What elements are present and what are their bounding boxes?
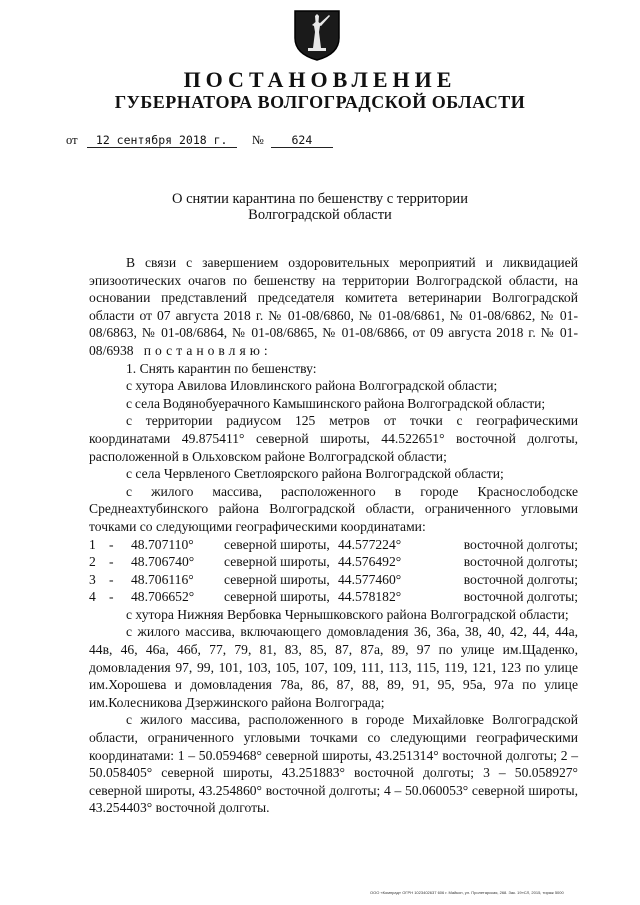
- point-number: 2: [89, 554, 96, 570]
- longitude-label: восточной долготы;: [463, 589, 578, 605]
- title-line-1: О снятии карантина по бешенству с территории: [172, 191, 468, 207]
- longitude-value: 44.577224°: [338, 536, 402, 552]
- intro-text: В связи с завершением оздоровительных мероприятий и ликвидацией эпизоотических очагов по бешенству на территории Волгоградской области, на основании представлений председателя комитета ветеринарии Волгоградской области от 07 августа 2018 г. № 01-08/6860, № 01-08/6861, № 01-08/6862, № 01-08/6863, № 01-08/6864, № 01-08/6865, № 01-08/6866, от 09 августа 2018 г. № 01-08/6938: [89, 255, 578, 358]
- number-prefix: №: [251, 133, 264, 147]
- longitude-label: восточной долготы;: [463, 554, 578, 570]
- location-paragraph: с жилого массива, включающего домовладения 36, 36а, 38, 40, 42, 44, 44а, 44в, 46, 46а, 46б, 77, 79, 81, 83, 85, 87, 87а, 89, 97 по улице им.Щаденко, домовладения 97, 99, 101, 103, 105, 107, 109, 111, 113, 115, 119, 121, 123 по улице им.Хорошева и домовладения 78а, 86, 87, 88, 89, 91, 95, 95а, 97а по улице им.Колесникова Дзержинского района Волгограда;: [89, 624, 578, 710]
- longitude-value: 44.578182°: [338, 589, 402, 605]
- title-line-2: Волгоградской области: [248, 207, 392, 223]
- point-dash: -: [109, 554, 114, 570]
- coordinate-row: [89, 553, 578, 571]
- longitude-label: восточной долготы;: [463, 536, 578, 552]
- latitude-value: 48.706652°: [131, 589, 195, 605]
- document-title: [150, 191, 490, 223]
- point-dash: -: [109, 589, 114, 605]
- latitude-label: северной широты,: [224, 554, 330, 570]
- latitude-value: 48.706116°: [131, 571, 194, 587]
- date-prefix: от: [66, 133, 78, 147]
- latitude-value: 48.707110°: [131, 536, 194, 552]
- intro-paragraph: [89, 254, 578, 360]
- coordinates-list: [89, 536, 578, 606]
- coat-of-arms-emblem: [292, 8, 342, 62]
- document-meta-line: [66, 133, 333, 148]
- latitude-label: северной широты,: [224, 571, 330, 587]
- point-dash: -: [109, 571, 114, 587]
- printer-imprint: ООО «Компрад» ОГРН 1023402637 606 г. Майкоп, ул. Пролетарская, 268. Зак. 19»СЛ, 2015, тираж 5000: [370, 890, 564, 895]
- location-paragraph: с хутора Нижняя Вербовка Чернышковского района Волгоградской области;: [126, 606, 569, 622]
- location-paragraph: с хутора Авилова Иловлинского района Волгоградской области;: [126, 378, 498, 394]
- decree-keyword: постановляю:: [143, 342, 272, 358]
- document-date: 12 сентября 2018 г.: [87, 133, 237, 148]
- latitude-label: северной широты,: [224, 536, 330, 552]
- document-number: 624: [271, 133, 333, 148]
- longitude-value: 44.577460°: [338, 571, 402, 587]
- coordinate-row: [89, 571, 578, 589]
- point-number: 1: [89, 536, 96, 552]
- location-paragraph: с села Водянобуерачного Камышинского района Волгоградской области;: [126, 395, 546, 411]
- coordinate-row: [89, 536, 578, 554]
- point-dash: -: [109, 536, 114, 552]
- latitude-label: северной широты,: [224, 589, 330, 605]
- longitude-label: восточной долготы;: [463, 571, 578, 587]
- issuer-title: ГУБЕРНАТОРА ВОЛГОГРАДСКОЙ ОБЛАСТИ: [114, 92, 526, 112]
- coordinate-row: [89, 588, 578, 606]
- point-number: 3: [89, 571, 96, 587]
- point-number: 4: [89, 589, 96, 605]
- location-paragraph: с территории радиусом 125 метров от точки с географическими координатами 49.875411° северной широты, 44.522651° восточной долготы, расположенной в Ольховском районе Волгоградской области;: [89, 413, 578, 464]
- document-body: [89, 254, 578, 817]
- item-1-heading: 1. Снять карантин по бешенству:: [126, 360, 317, 376]
- latitude-value: 48.706740°: [131, 554, 195, 570]
- document-type: ПОСТАНОВЛЕНИЕ: [183, 67, 457, 92]
- location-paragraph: с жилого массива, расположенного в городе Михайловке Волгоградской области, ограниченного угловыми точками со следующими географическими координатами: 1 – 50.059468° северной широты, 43.251314° восточной долготы; 2 – 50.058405° северной широты, 43.251883° восточной долготы; 3 – 50.058927° северной широты, 43.254860° восточной долготы; 4 – 50.060053° северной широты, 43.254403° восточной долготы.: [89, 712, 578, 816]
- location-paragraph: с села Червленого Светлоярского района Волгоградской области;: [126, 466, 504, 482]
- location-paragraph: с жилого массива, расположенного в городе Краснослободске Среднеахтубинского района Волгоградской области, ограниченного угловыми точками со следующими географическими координатами:: [89, 483, 578, 534]
- longitude-value: 44.576492°: [338, 554, 402, 570]
